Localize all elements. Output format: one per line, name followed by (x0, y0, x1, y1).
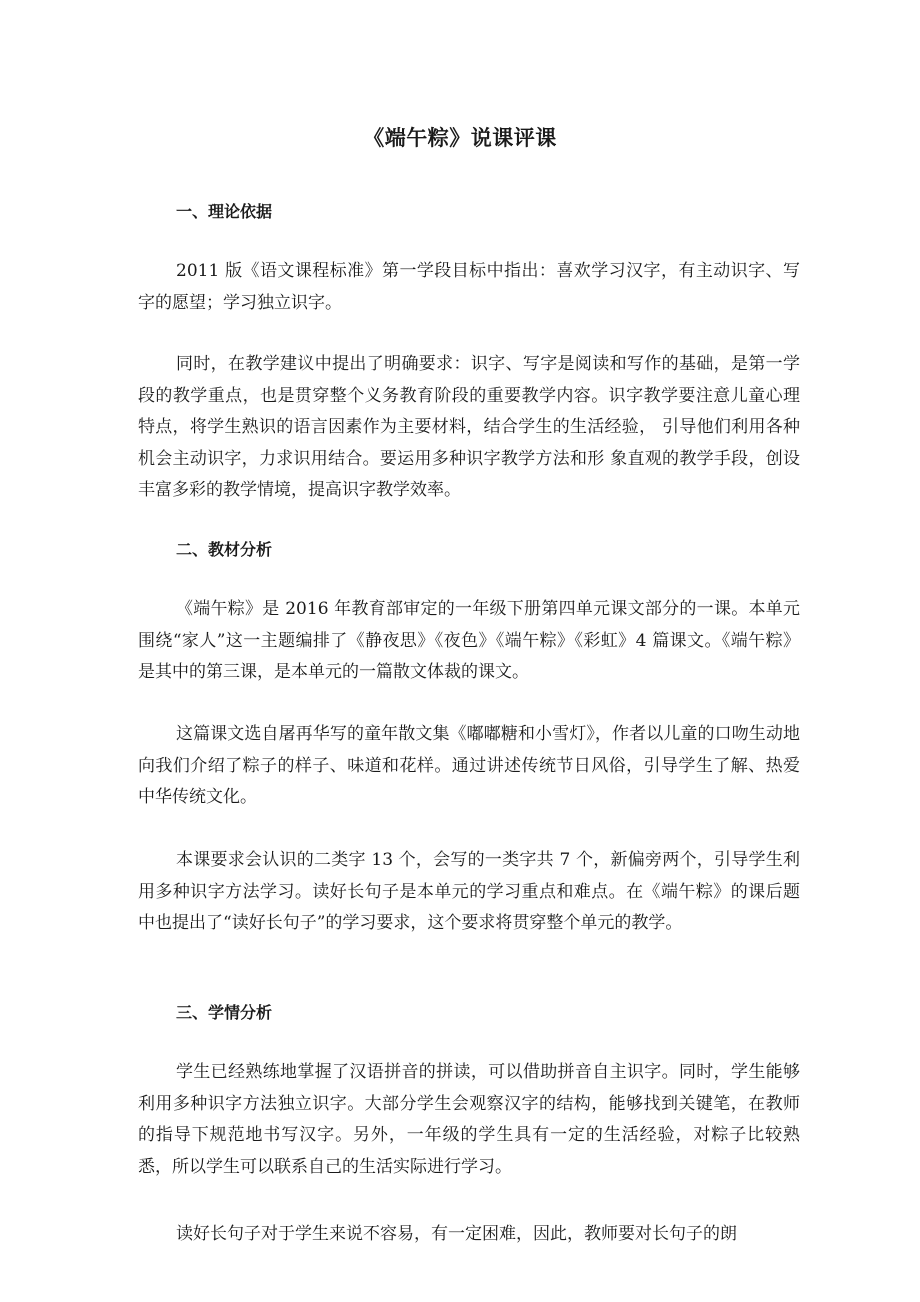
paragraph: 《端午粽》是 2016 年教育部审定的一年级下册第四单元课文部分的一课。本单元围绕“家人”这一主题编排了《静夜思》《夜色》《端午粽》《彩虹》4 篇课文。《端午粽》是其中的第三课，是本单元的一篇散文体裁的课文。 (138, 599, 800, 682)
section-heading-students: 三、学情分析 (176, 1003, 273, 1022)
paragraph: 2011 版《语文课程标准》第一学段目标中指出：喜欢学习汉字，有主动识字、写字的愿望；学习独立识字。 (138, 261, 800, 313)
paragraph: 学生已经熟练地掌握了汉语拼音的拼读，可以借助拼音自主识字。同时，学生能够利用多种识字方法独立识字。大部分学生会观察汉字的结构，能够找到关键笔，在教师的指导下规范地书写汉字。另外，一年级的学生具有一定的生活经验，对粽子比较熟悉，所以学生可以联系自己的生活实际进行学习。 (138, 1062, 800, 1177)
paragraph: 本课要求会认识的二类字 13 个，会写的一类字共 7 个，新偏旁两个，引导学生利用多种识字方法学习。读好长句子是本单元的学习重点和难点。在《端午粽》的课后题中也提出了“读好长句子”的学习要求，这个要求将贯穿整个单元的教学。 (138, 850, 800, 933)
section-heading-theory: 一、理论依据 (176, 202, 273, 221)
document-title: 《端午粽》说课评课 (363, 126, 557, 150)
paragraph: 读好长句子对于学生来说不容易，有一定困难，因此，教师要对长句子的朗 (176, 1224, 737, 1244)
section-heading-textbook: 二、教材分析 (176, 540, 273, 559)
paragraph: 同时，在教学建议中提出了明确要求：识字、写字是阅读和写作的基础，是第一学段的教学重点，也是贯穿整个义务教育阶段的重要教学内容。识字教学要注意儿童心理特点，将学生熟识的语言因素作为主要材料，结合学生的生活经验， 引导他们利用各种机会主动识字，力求识用结合。要运用多种识字教学方法和形 象直观的教学手段，创设丰富多彩的教学情境，提高识字教学效率。 (138, 354, 800, 500)
paragraph: 这篇课文选自屠再华写的童年散文集《嘟嘟糖和小雪灯》，作者以儿童的口吻生动地向我们介绍了粽子的样子、味道和花样。通过讲述传统节日风俗，引导学生了解、热爱中华传统文化。 (138, 724, 800, 807)
